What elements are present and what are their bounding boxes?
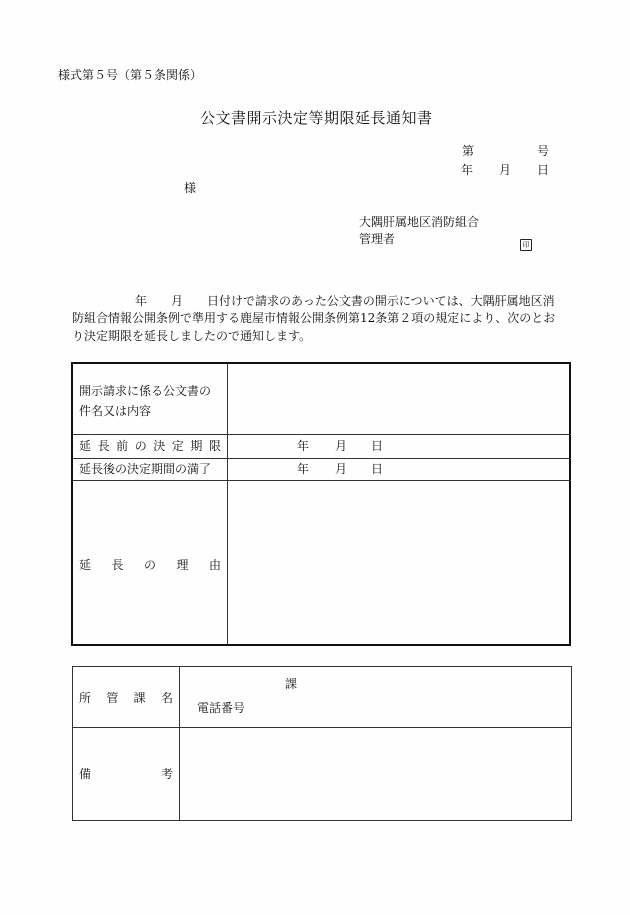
- divider: [73, 458, 571, 459]
- divider: [179, 667, 180, 820]
- date-month: 月: [499, 163, 512, 177]
- subject-label-line-1: 開示請求に係る公文書の: [79, 384, 212, 398]
- sender-org: 大隅肝属地区消防組合: [359, 215, 480, 229]
- before-year: 年: [297, 439, 310, 453]
- phone-label: 電話番号: [197, 701, 246, 715]
- form-number: 様式第５号（第５条関係）: [58, 68, 203, 82]
- body-line-1: 年 月 日付けで請求のあった公文書の開示については、大隅肝属地区消: [135, 294, 555, 308]
- seal-icon: 印: [520, 232, 532, 251]
- after-year: 年: [297, 462, 310, 476]
- divider: [73, 480, 571, 481]
- sender-role: 管理者: [359, 232, 396, 246]
- date-year: 年: [461, 163, 474, 177]
- remarks-label: 備 考: [79, 767, 173, 781]
- after-day: 日: [371, 462, 384, 476]
- section-label: 所 管 課 名: [79, 691, 173, 705]
- page-title: 公文書開示決定等期限延長通知書: [200, 109, 433, 127]
- after-month: 月: [335, 462, 348, 476]
- extension-table: [71, 362, 571, 646]
- doc-no-prefix: 第: [462, 144, 475, 158]
- date-day: 日: [537, 163, 550, 177]
- divider: [73, 434, 571, 435]
- before-month: 月: [335, 439, 348, 453]
- addressee-suffix: 様: [184, 181, 197, 195]
- subject-label-line-2: 件名又は内容: [79, 404, 152, 418]
- doc-no-suffix: 号: [537, 144, 550, 158]
- department-table: [72, 666, 572, 821]
- divider: [227, 364, 228, 644]
- body-line-3: り決定期限を延長しましたので通知します。: [72, 329, 312, 343]
- reason-label: 延 長 の 理 由: [79, 558, 221, 572]
- before-deadline-label: 延 長 前 の 決 定 期 限: [79, 439, 221, 453]
- divider: [73, 727, 571, 728]
- body-line-2: 防組合情報公開条例で準用する鹿屋市情報公開条例第12条第２項の規定により、次のとお: [72, 311, 556, 325]
- after-deadline-label: 延長後の決定期間の満了: [79, 462, 212, 476]
- before-day: 日: [371, 439, 384, 453]
- section-suffix: 課: [285, 677, 298, 691]
